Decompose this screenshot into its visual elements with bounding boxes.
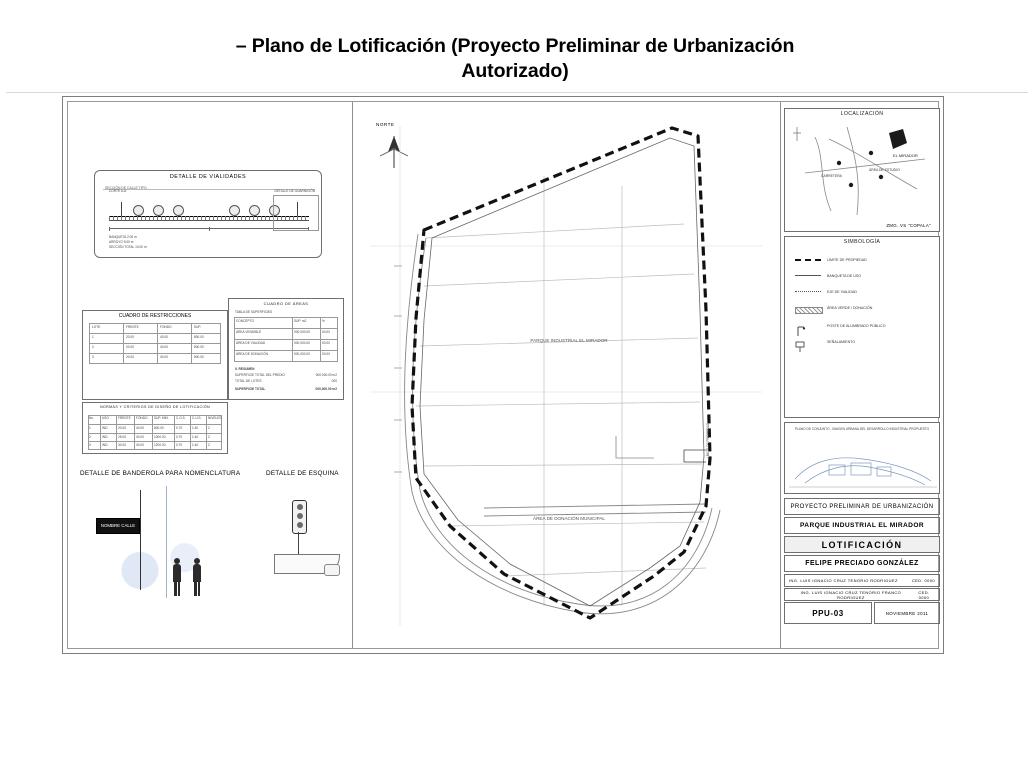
- plan-center-label-1: PARQUE INDUSTRIAL EL MIRADOR: [530, 338, 608, 343]
- simbologia-panel: [784, 236, 940, 418]
- normas-col-3: FONDO: [136, 416, 148, 420]
- simbologia-item-label: BANQUETA DE USO: [827, 274, 862, 278]
- svg-text:ÁREA DE ESTUDIO: ÁREA DE ESTUDIO: [869, 168, 900, 172]
- engineer-2-license: CED. 0000: [918, 589, 930, 600]
- plan-sheet: [62, 96, 944, 654]
- vista-conjunto-note: PLANO DE CONJUNTO - IMAGEN URBANA DEL DESARROLLO INDUSTRIAL PROPUESTO: [794, 427, 930, 431]
- banderola-detail-label: DETALLE DE BANDEROLA PARA NOMENCLATURA: [80, 470, 241, 477]
- tree-symbol: [153, 205, 164, 216]
- normas-col-1: USO: [102, 416, 109, 420]
- restricciones-col-0: LOTE: [92, 325, 101, 329]
- table-cell: 1.40: [192, 426, 199, 430]
- simbologia-item-label: POSTE DE ALUMBRADO PÚBLICO: [827, 324, 886, 328]
- margin-divider: [6, 92, 1028, 93]
- areas-footer-title: II. RESUMEN: [235, 367, 255, 371]
- table-cell: 2: [208, 443, 210, 447]
- table-cell: 1: [89, 426, 91, 430]
- tree-symbol: [133, 205, 144, 216]
- table-cell: 20.00: [126, 335, 134, 339]
- guarnicion-detail-box: [273, 195, 319, 231]
- titleblock-project-type: PROYECTO PRELIMINAR DE URBANIZACIÓN: [784, 498, 940, 515]
- table-cell: 25.00: [118, 435, 126, 439]
- simbologia-item-label: ÁREA VERDE / DONACIÓN: [827, 306, 873, 310]
- vialidades-note-2: ARROYO 9.00 m: [109, 240, 134, 244]
- banderola-detail-drawing: [88, 482, 248, 602]
- person-figure: [172, 558, 182, 596]
- page-title-line1: – Plano de Lotificación (Proyecto Preliminar de Urbanización: [235, 35, 795, 57]
- simbologia-title: SIMBOLOGÍA: [843, 239, 881, 245]
- titleblock-project-name: PARQUE INDUSTRIAL EL MIRADOR: [784, 517, 940, 534]
- titleblock-owner: FELIPE PRECIADO GONZÁLEZ: [784, 555, 940, 572]
- sheet-column-divider-left: [352, 102, 353, 648]
- detalle-vialidades-title: DETALLE DE VIALIDADES: [169, 174, 247, 180]
- svg-text:CARRETERA: CARRETERA: [821, 174, 842, 178]
- dimension-tick: [109, 227, 110, 231]
- table-cell: 2: [92, 345, 94, 349]
- light-pole-symbol: [121, 202, 122, 216]
- areas-footer-row-1-label: TOTAL DE LOTES: [235, 379, 262, 383]
- table-cell: IND: [102, 426, 108, 430]
- table-cell: IND: [102, 443, 108, 447]
- vista-conjunto-panel: [784, 422, 940, 494]
- tree-symbol: [229, 205, 240, 216]
- location-map-svg: [785, 119, 941, 223]
- svg-text:EL MIRADOR: EL MIRADOR: [893, 153, 918, 158]
- normas-col-7: NIVELES: [208, 416, 222, 420]
- table-cell: 20.00: [118, 426, 126, 430]
- property-boundary-svg: [354, 106, 778, 646]
- tree-symbol: [249, 205, 260, 216]
- simbologia-item-label: SEÑALAMIENTO: [827, 340, 856, 344]
- vialidades-side-note-left: CORTE A-A': [109, 189, 127, 193]
- normas-lotificacion-panel: [82, 402, 228, 454]
- plan-sheet-inner-border: [67, 101, 939, 649]
- areas-footer-row-2-value: 000,000.00 m2: [315, 387, 337, 391]
- engineer-1-name: ING. LUIS IGNACIO CRUZ TENORIO RODRIGUEZ: [789, 578, 898, 583]
- localizacion-panel: [784, 108, 940, 232]
- dimension-tick: [209, 227, 210, 231]
- table-cell: 1000.00: [154, 435, 166, 439]
- areas-col-0: CONCEPTO: [236, 319, 255, 323]
- tree-symbol: [173, 205, 184, 216]
- table-cell: 40.00: [160, 335, 168, 339]
- normas-col-6: C.U.S.: [192, 416, 202, 420]
- table-cell: 1.40: [192, 435, 199, 439]
- cuadro-restricciones-title: CUADRO DE RESTRICCIONES: [118, 313, 192, 319]
- titleblock-engineer-2: [784, 588, 940, 601]
- esquina-detail-label: DETALLE DE ESQUINA: [266, 470, 339, 477]
- table-cell: 00.00: [322, 352, 330, 356]
- reference-line: [166, 486, 167, 598]
- vialidades-side-note-right: DETALLE DE GUARNICIÓN: [274, 189, 315, 193]
- property-boundary-path: [412, 128, 710, 618]
- traffic-light-icon: [292, 500, 307, 534]
- person-figure: [192, 558, 202, 596]
- street-name-plate-text: NOMBRE CALLE: [100, 523, 136, 528]
- cuadro-restricciones-panel: [82, 310, 228, 400]
- sheet-column-divider-right: [780, 102, 781, 648]
- page-title: [120, 34, 910, 84]
- table-cell: 40.00: [160, 345, 168, 349]
- table-cell: 000,000.00: [294, 341, 310, 345]
- table-cell: 40.00: [136, 443, 144, 447]
- table-cell: 0.70: [176, 443, 183, 447]
- hatch-area-icon: [795, 307, 823, 314]
- page-title-line2: Autorizado): [461, 60, 569, 82]
- table-cell: 800.00: [194, 335, 204, 339]
- table-cell: 800.00: [194, 355, 204, 359]
- vialidades-subtitle: SECCIÓN DE CALLE TIPO: [105, 186, 147, 190]
- table-cell: 3: [92, 355, 94, 359]
- table-cell: 000,000.00: [294, 330, 310, 334]
- solid-line-icon: [795, 275, 821, 280]
- normas-title: NORMAS Y CRITERIOS DE DISEÑO DE LOTIFICACIÓN: [99, 405, 211, 409]
- normas-col-2: FRENTE: [118, 416, 131, 420]
- table-cell: ÁREA DE VIALIDAD: [236, 341, 266, 345]
- detalle-vialidades-panel: [94, 170, 322, 258]
- table-cell: ÁREA DE DONACIÓN: [236, 352, 268, 356]
- areas-footer-row-1-value: 000: [331, 379, 337, 383]
- table-cell: 0.70: [176, 426, 183, 430]
- vista-conjunto-sketch: [785, 445, 941, 491]
- site-plan-drawing: [354, 106, 778, 646]
- blue-sketch-overlay: [98, 532, 238, 596]
- table-cell: 00.00: [322, 341, 330, 345]
- light-pole-icon: [795, 325, 821, 329]
- table-cell: 1200.00: [154, 443, 166, 447]
- table-cell: IND: [102, 435, 108, 439]
- table-cell: 2: [208, 435, 210, 439]
- areas-footer-row-2-label: SUPERFICIE TOTAL: [235, 387, 266, 391]
- table-cell: 2: [208, 426, 210, 430]
- north-label: NORTE: [376, 122, 395, 127]
- areas-col-1: SUP. m2: [294, 319, 307, 323]
- dashed-line-icon: [795, 259, 821, 265]
- titleblock-drawing-type: LOTIFICACIÓN: [784, 536, 940, 553]
- cuadro-areas-subtitle: TABLA DE SUPERFICIES: [235, 310, 273, 314]
- boundary-note-label: LÍMITE DE PROPIEDAD: [706, 422, 710, 458]
- areas-footer-row-0-label: SUPERFICIE TOTAL DEL PREDIO: [235, 373, 285, 377]
- table-cell: 00.00: [322, 330, 330, 334]
- table-cell: 30.00: [118, 443, 126, 447]
- table-cell: 000,000.00: [294, 352, 310, 356]
- table-cell: ÁREA VENDIBLE: [236, 330, 262, 334]
- table-cell: 20.00: [126, 345, 134, 349]
- dotted-line-icon: [795, 291, 821, 296]
- street-name-plate: [96, 518, 140, 534]
- table-cell: 2: [89, 435, 91, 439]
- titleblock-date: NOVIEMBRE 2011: [874, 602, 940, 624]
- table-cell: 800.00: [194, 345, 204, 349]
- titleblock-sheet-number: PPU-03: [784, 602, 872, 624]
- engineer-1-license: CED. 0000: [911, 578, 935, 583]
- table-cell: 0.70: [176, 435, 183, 439]
- areas-footer-row-0-value: 000,000.00 m2: [315, 373, 337, 377]
- bollard-detail: [324, 564, 340, 576]
- table-cell: 40.00: [160, 355, 168, 359]
- simbologia-item-label: EJE DE VIALIDAD: [827, 290, 857, 294]
- restricciones-col-3: SUP.: [194, 325, 202, 329]
- plan-center-label-2: ÁREA DE DONACIÓN MUNICIPAL: [533, 516, 605, 521]
- vialidades-note-3: SECCIÓN TOTAL 13.00 m: [109, 245, 147, 249]
- table-cell: 1.40: [192, 443, 199, 447]
- localizacion-title: LOCALIZACIÓN: [840, 111, 884, 117]
- areas-col-2: %: [322, 319, 325, 323]
- table-cell: 800.00: [154, 426, 164, 430]
- normas-col-4: SUP. MIN.: [154, 416, 169, 420]
- restricciones-col-2: FONDO: [160, 325, 172, 329]
- restricciones-col-1: FRENTE: [126, 325, 139, 329]
- localizacion-caption: ZMG. VS "COPALA": [886, 223, 931, 228]
- normas-col-5: C.O.S.: [176, 416, 186, 420]
- table-cell: 40.00: [136, 435, 144, 439]
- cuadro-areas-title: CUADRO DE ÁREAS: [263, 301, 309, 306]
- vialidades-note-1: BANQUETA 2.00 m: [109, 235, 137, 239]
- table-cell: 3: [89, 443, 91, 447]
- normas-col-0: No.: [89, 416, 94, 420]
- table-cell: 20.00: [126, 355, 134, 359]
- esquina-detail-drawing: [264, 482, 348, 602]
- titleblock-engineer-1: [784, 574, 940, 587]
- cuadro-areas-panel: [228, 298, 344, 400]
- simbologia-item-label: LÍMITE DE PROPIEDAD: [827, 258, 867, 262]
- sign-post: [140, 490, 141, 590]
- engineer-2-name: ING. LUIS IGNACIO CRUZ TENORIO FRANCO RODRIGUEZ: [800, 589, 902, 600]
- signage-icon: [795, 341, 821, 345]
- table-cell: 1: [92, 335, 94, 339]
- table-cell: 40.00: [136, 426, 144, 430]
